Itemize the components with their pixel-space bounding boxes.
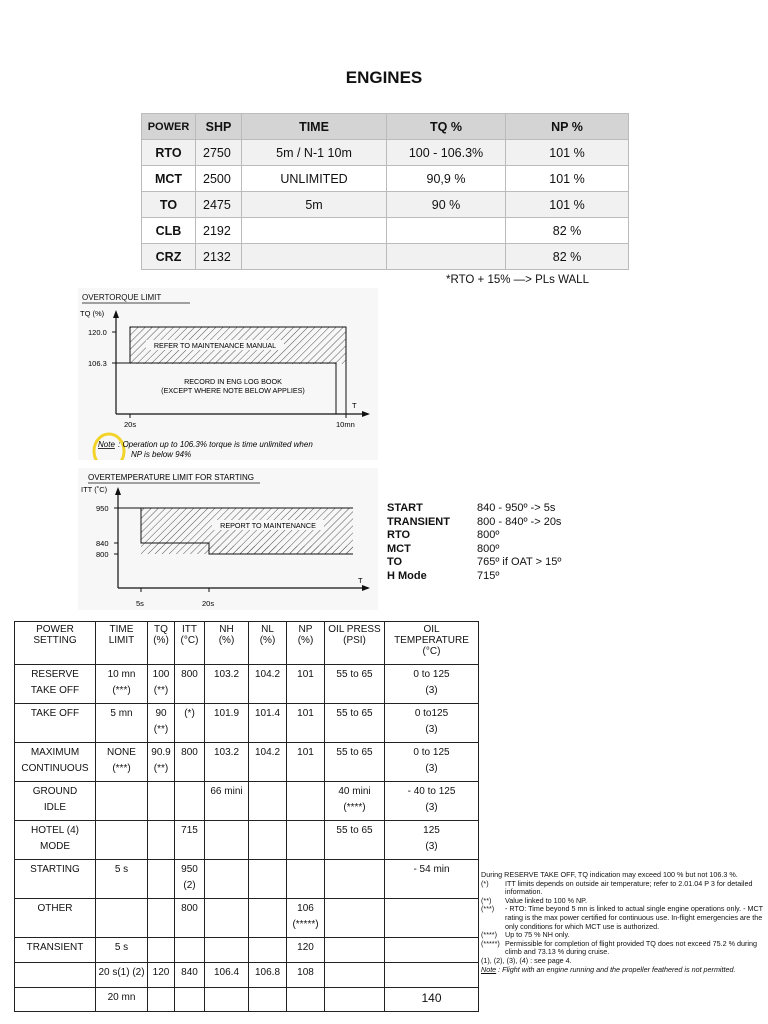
table-cell: NONE (***): [96, 743, 148, 782]
overtemp-xtick: 5s: [136, 599, 144, 608]
power-rating-name: CRZ: [142, 244, 196, 270]
power-setting-cell: RESERVE TAKE OFF: [15, 665, 96, 704]
table-cell: [148, 821, 175, 860]
table-cell: 90,9 %: [387, 166, 506, 192]
power-rating-name: MCT: [142, 166, 196, 192]
table-row: [15, 963, 479, 988]
table-cell: [205, 860, 249, 899]
table-header-row: [15, 622, 479, 665]
table-cell: 800: [175, 743, 205, 782]
overtorque-xtick: 20s: [124, 420, 137, 429]
power-setting-cell: [15, 988, 96, 1012]
record-log-line1: RECORD IN ENG LOG BOOK: [184, 377, 282, 386]
table-cell: [385, 963, 479, 988]
table-cell: 800: [175, 665, 205, 704]
footnote-note-word: Note: [481, 964, 497, 974]
limit-value: 765º if OAT > 15º: [477, 556, 562, 568]
table-cell: [325, 860, 385, 899]
table-cell: [175, 938, 205, 963]
table-cell: 55 to 65: [325, 704, 385, 743]
overtemperature-chart: [78, 468, 378, 610]
footnote-pages: (1), (2), (3), (4) : see page 4.: [481, 955, 572, 965]
header-power: POWER: [142, 114, 196, 140]
overtorque-chart: [78, 288, 378, 460]
table-cell: 2500: [196, 166, 242, 192]
table-row: [15, 704, 479, 743]
table-cell: 20 s(1) (2): [96, 963, 148, 988]
table-cell: 90 %: [387, 192, 506, 218]
table-cell: 2192: [196, 218, 242, 244]
table-cell: 120: [148, 963, 175, 988]
table-cell: 101 %: [506, 166, 629, 192]
limit-value: 715º: [477, 569, 500, 582]
footnote-item: [481, 940, 766, 957]
overtorque-ytick: 106.3: [88, 359, 107, 368]
table-cell: 800: [175, 899, 205, 938]
table-cell: [249, 782, 287, 821]
footnote-key: (***): [481, 904, 495, 914]
table-cell: [205, 938, 249, 963]
table-cell: 106.4: [205, 963, 249, 988]
limit-key: MCT: [387, 542, 411, 555]
table-cell: 103.2: [205, 743, 249, 782]
overtorque-ytick: 120.0: [88, 328, 107, 337]
footnote-item: [481, 880, 766, 897]
table-cell: 101 %: [506, 140, 629, 166]
footnote-key: (**): [481, 895, 492, 905]
table-cell: [325, 899, 385, 938]
overtemp-xtick: 20s: [202, 599, 215, 608]
record-log-line2: (EXCEPT WHERE NOTE BELOW APPLIES): [161, 386, 305, 395]
table-cell: 104.2: [249, 665, 287, 704]
table-cell: [148, 860, 175, 899]
table-cell: [148, 938, 175, 963]
table-row: [15, 665, 479, 704]
table-row: [142, 140, 629, 166]
table-cell: [148, 782, 175, 821]
table-cell: 106 (*****): [287, 899, 325, 938]
table-cell: 100 - 106.3%: [387, 140, 506, 166]
table-row: [15, 860, 479, 899]
table-row: [142, 218, 629, 244]
header-np: NP %: [506, 114, 629, 140]
overtemp-ytick: 800: [96, 550, 109, 559]
report-maintenance-label: REPORT TO MAINTENANCE: [220, 521, 316, 530]
column-header: ITT (°C): [175, 622, 205, 665]
table-cell: 101: [287, 743, 325, 782]
itt-limits-list: [387, 502, 561, 583]
table-cell: [96, 821, 148, 860]
table-cell: UNLIMITED: [242, 166, 387, 192]
table-cell: - 40 to 125 (3): [385, 782, 479, 821]
overtorque-note-word: Note: [98, 440, 115, 449]
power-setting-cell: TAKE OFF: [15, 704, 96, 743]
table-cell: 55 to 65: [325, 665, 385, 704]
power-setting-cell: [15, 963, 96, 988]
table-cell: 125 (3): [385, 821, 479, 860]
table-cell: [205, 899, 249, 938]
overtorque-x-label: T: [352, 401, 357, 410]
limit-row: [387, 529, 561, 543]
table-cell: (*): [175, 704, 205, 743]
table-cell: [249, 821, 287, 860]
table-cell: 0 to 125 (3): [385, 665, 479, 704]
table-cell: [242, 218, 387, 244]
table-cell: [287, 988, 325, 1012]
power-ratings-table: [141, 113, 629, 270]
power-rating-name: RTO: [142, 140, 196, 166]
overtorque-y-label: TQ (%): [80, 309, 105, 318]
footnote-key: (****): [481, 930, 497, 940]
table-cell: 101: [287, 704, 325, 743]
table-cell: 66 mini: [205, 782, 249, 821]
table-cell: 5 mn: [96, 704, 148, 743]
footnote-text: ITT limits depends on outside air temperature; refer to 2.01.04 P 3 for detailed information.: [505, 878, 753, 897]
table-row: [15, 899, 479, 938]
footnote-text: Value linked to 100 % NP.: [505, 895, 588, 905]
overtorque-xtick: 10mn: [336, 420, 355, 429]
column-header: TQ (%): [148, 622, 175, 665]
table-cell: 55 to 65: [325, 743, 385, 782]
table-cell: 120: [287, 938, 325, 963]
footnote-key: (*): [481, 878, 489, 888]
table-row: [15, 782, 479, 821]
limit-value: 800º: [477, 542, 500, 555]
column-header: TIME LIMIT: [96, 622, 148, 665]
table-cell: [249, 899, 287, 938]
table-cell: 103.2: [205, 665, 249, 704]
table-cell: 5 s: [96, 938, 148, 963]
table-cell: 101: [287, 665, 325, 704]
table-header-row: [142, 114, 629, 140]
table-cell: 5m: [242, 192, 387, 218]
table-row: [142, 192, 629, 218]
footnote-text: Permissible for completion of flight provided TQ does not exceed 75.2 % during climb and 73.13 % during cruise.: [505, 938, 757, 957]
header-time: TIME: [242, 114, 387, 140]
column-header: OIL TEMPERATURE (°C): [385, 622, 479, 665]
footnote-text: - RTO: Time beyond 5 mn is linked to actual single engine operations only. - MCT rating is the max power certified for continuous use. In-flight emergencies are the only conditions for which MCT use is authorized.: [505, 904, 763, 931]
footnotes: [481, 871, 766, 974]
footnote-key: (*****): [481, 938, 500, 948]
table-cell: [287, 860, 325, 899]
table-cell: [96, 899, 148, 938]
table-cell: 715: [175, 821, 205, 860]
table-cell: 2475: [196, 192, 242, 218]
table-cell: 0 to 125 (3): [385, 743, 479, 782]
table-cell: [148, 899, 175, 938]
table-cell: 55 to 65: [325, 821, 385, 860]
column-header: NH (%): [205, 622, 249, 665]
limit-row: [387, 502, 561, 516]
table-cell: 2132: [196, 244, 242, 270]
table-cell: [385, 899, 479, 938]
table-cell: [325, 988, 385, 1012]
power-setting-cell: HOTEL (4) MODE: [15, 821, 96, 860]
overtorque-title: OVERTORQUE LIMIT: [82, 293, 162, 302]
table-cell: [325, 938, 385, 963]
overtemp-y-label: ITT (˚C): [81, 485, 108, 494]
table-row: [142, 244, 629, 270]
table-cell: 140: [385, 988, 479, 1012]
rto-note: *RTO + 15% —> PLs WALL: [446, 274, 589, 286]
table-cell: 950 (2): [175, 860, 205, 899]
column-header: NP (%): [287, 622, 325, 665]
overtemp-ytick: 840: [96, 539, 109, 548]
table-cell: [249, 860, 287, 899]
header-tq: TQ %: [387, 114, 506, 140]
table-cell: 0 to125 (3): [385, 704, 479, 743]
table-row: [15, 988, 479, 1012]
limit-value: 800º: [477, 529, 500, 541]
table-cell: 5 s: [96, 860, 148, 899]
column-header: OIL PRESS (PSI): [325, 622, 385, 665]
power-setting-cell: STARTING: [15, 860, 96, 899]
table-cell: [325, 963, 385, 988]
limit-key: TRANSIENT: [387, 515, 450, 528]
limit-key: TO: [387, 556, 403, 568]
table-cell: 5m / N-1 10m: [242, 140, 387, 166]
table-cell: 90 (**): [148, 704, 175, 743]
footnote-intro: During RESERVE TAKE OFF, TQ indication may exceed 100 % but not 106.3 %.: [481, 870, 738, 879]
limit-row: [387, 543, 561, 557]
table-cell: 10 mn (***): [96, 665, 148, 704]
overtemp-ytick: 950: [96, 504, 109, 513]
overtemp-title: OVERTEMPERATURE LIMIT FOR STARTING: [88, 473, 254, 482]
column-header: POWER SETTING: [15, 622, 96, 665]
footnote-note-text: : Flight with an engine running and the propeller feathered is not permitted.: [496, 964, 736, 974]
limit-key: START: [387, 502, 423, 514]
footnote-list: [481, 880, 766, 957]
table-cell: [242, 244, 387, 270]
power-rating-name: TO: [142, 192, 196, 218]
power-setting-cell: MAXIMUM CONTINUOUS: [15, 743, 96, 782]
overtorque-note-line2: NP is below 94%: [131, 450, 192, 459]
column-header: NL (%): [249, 622, 287, 665]
table-cell: 40 mini (****): [325, 782, 385, 821]
table-cell: 82 %: [506, 218, 629, 244]
table-cell: [387, 244, 506, 270]
table-cell: [249, 988, 287, 1012]
limit-row: [387, 570, 561, 584]
table-row: [142, 166, 629, 192]
limit-row: [387, 556, 561, 570]
limit-value: 800 - 840º -> 20s: [477, 515, 562, 528]
maintenance-manual-label: REFER TO MAINTENANCE MANUAL: [153, 341, 277, 350]
table-cell: 101.4: [249, 704, 287, 743]
overtorque-note-line1: : Operation up to 106.3% torque is time unlimited when: [118, 440, 313, 449]
table-cell: [205, 821, 249, 860]
table-cell: 106.8: [249, 963, 287, 988]
footnote-text: Up to 75 % NH only.: [505, 930, 570, 940]
table-cell: [385, 938, 479, 963]
table-cell: 101 %: [506, 192, 629, 218]
footnote-item: [481, 905, 766, 931]
header-shp: SHP: [196, 114, 242, 140]
table-cell: [287, 821, 325, 860]
power-setting-cell: GROUND IDLE: [15, 782, 96, 821]
limit-key: H Mode: [387, 569, 427, 582]
table-cell: 101.9: [205, 704, 249, 743]
table-cell: 108: [287, 963, 325, 988]
limit-value: 840 - 950º -> 5s: [477, 502, 556, 514]
table-cell: [96, 782, 148, 821]
table-cell: 20 mn: [96, 988, 148, 1012]
table-cell: 90.9 (**): [148, 743, 175, 782]
table-cell: [175, 988, 205, 1012]
table-cell: - 54 min: [385, 860, 479, 899]
limit-key: RTO: [387, 529, 411, 541]
table-row: [15, 938, 479, 963]
limit-row: [387, 516, 561, 530]
table-cell: [205, 988, 249, 1012]
table-cell: [249, 938, 287, 963]
footnote-note: [481, 966, 766, 975]
table-cell: 2750: [196, 140, 242, 166]
table-row: [15, 821, 479, 860]
power-setting-cell: TRANSIENT: [15, 938, 96, 963]
table-cell: [287, 782, 325, 821]
page-title: ENGINES: [345, 68, 423, 87]
overtemp-x-label: T: [358, 576, 363, 585]
power-setting-cell: OTHER: [15, 899, 96, 938]
table-row: [15, 743, 479, 782]
power-rating-name: CLB: [142, 218, 196, 244]
table-cell: [148, 988, 175, 1012]
table-cell: 840: [175, 963, 205, 988]
table-cell: [387, 218, 506, 244]
table-cell: 100 (**): [148, 665, 175, 704]
table-cell: [175, 782, 205, 821]
engine-limitations-table: [14, 621, 479, 1012]
table-cell: 104.2: [249, 743, 287, 782]
table-cell: 82 %: [506, 244, 629, 270]
